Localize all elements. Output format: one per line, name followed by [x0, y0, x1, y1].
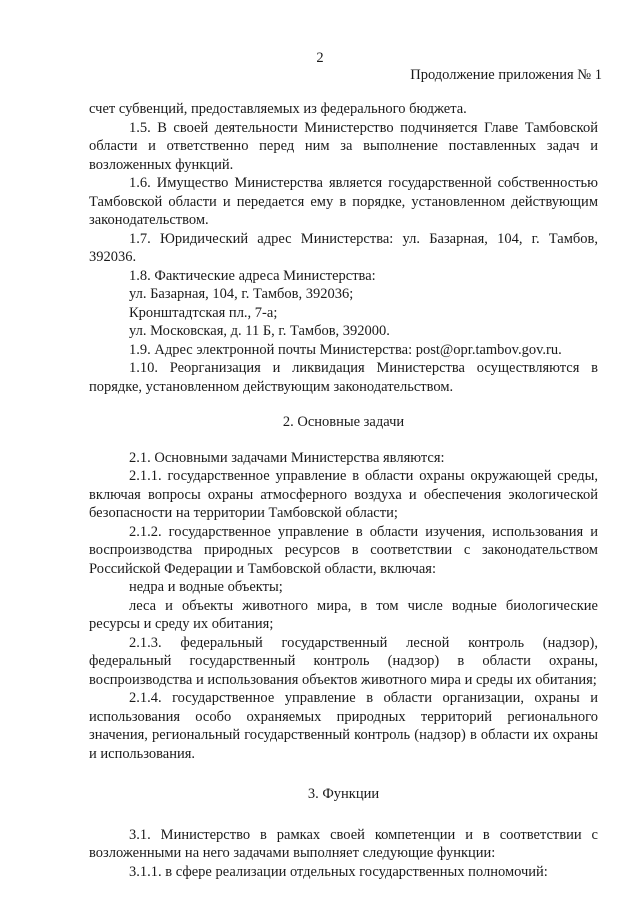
paragraph: 2.1.2. государственное управление в области изучения, использования и воспроизводства природных ресурсов в соответствии с законодательством Российской Федерации и Тамбовской области, включая:: [89, 523, 598, 577]
paragraph: 1.5. В своей деятельности Министерство подчиняется Главе Тамбовской области и ответственно перед ним за выполнение поставленных задач и возложенных функций.: [89, 119, 598, 173]
page-number: 2: [316, 50, 324, 66]
paragraph: 2.1.4. государственное управление в области организации, охраны и использования особо охраняемых природных территорий регионального значения, региональный государственный контроль (надзор) в области их охраны и использования.: [89, 690, 598, 762]
address-line: Кронштадтская пл., 7-а;: [129, 304, 278, 321]
list-item: леса и объекты животного мира, в том числе водные биологические ресурсы и среду их обитания;: [89, 597, 598, 632]
paragraph: 3.1. Министерство в рамках своей компетенции и в соответствии с возложенными на него задачами выполняет следующие функции:: [89, 826, 598, 861]
paragraph: 3.1.1. в сфере реализации отдельных государственных полномочий:: [129, 863, 548, 880]
paragraph: 2.1. Основными задачами Министерства являются:: [129, 449, 445, 466]
continuation-label: Продолжение приложения № 1: [410, 67, 602, 83]
address-line: ул. Московская, д. 11 Б, г. Тамбов, 392000.: [129, 323, 390, 339]
section-heading: 3. Функции: [307, 786, 380, 802]
paragraph: счет субвенций, предоставляемых из федерального бюджета.: [89, 101, 467, 117]
paragraph: 1.7. Юридический адрес Министерства: ул. Базарная, 104, г. Тамбов, 392036.: [89, 230, 598, 265]
section-heading: 2. Основные задачи: [282, 414, 405, 430]
paragraph: 1.8. Фактические адреса Министерства:: [129, 267, 376, 284]
paragraph: 2.1.1. государственное управление в области охраны окружающей среды, включая вопросы охраны атмосферного воздуха и обеспечения экологической безопасности на территории Тамбовской области;: [89, 468, 598, 521]
paragraph: 2.1.3. федеральный государственный лесной контроль (надзор), федеральный государственный контроль (надзор) в области охраны, воспроизводства и использования объектов животного мира и среды их обитания;: [89, 634, 598, 688]
paragraph: 1.6. Имущество Министерства является государственной собственностью Тамбовской области и передается ему в порядке, установленном действующим законодательством.: [89, 175, 598, 228]
address-line: ул. Базарная, 104, г. Тамбов, 392036;: [129, 286, 354, 302]
paragraph: 1.9. Адрес электронной почты Министерства: post@opr.tambov.gov.ru.: [129, 341, 562, 358]
paragraph: 1.10. Реорганизация и ликвидация Министерства осуществляются в порядке, установленном действующим законодательством.: [89, 360, 598, 395]
document-body: [89, 100, 598, 881]
list-item: недра и водные объекты;: [129, 579, 283, 595]
